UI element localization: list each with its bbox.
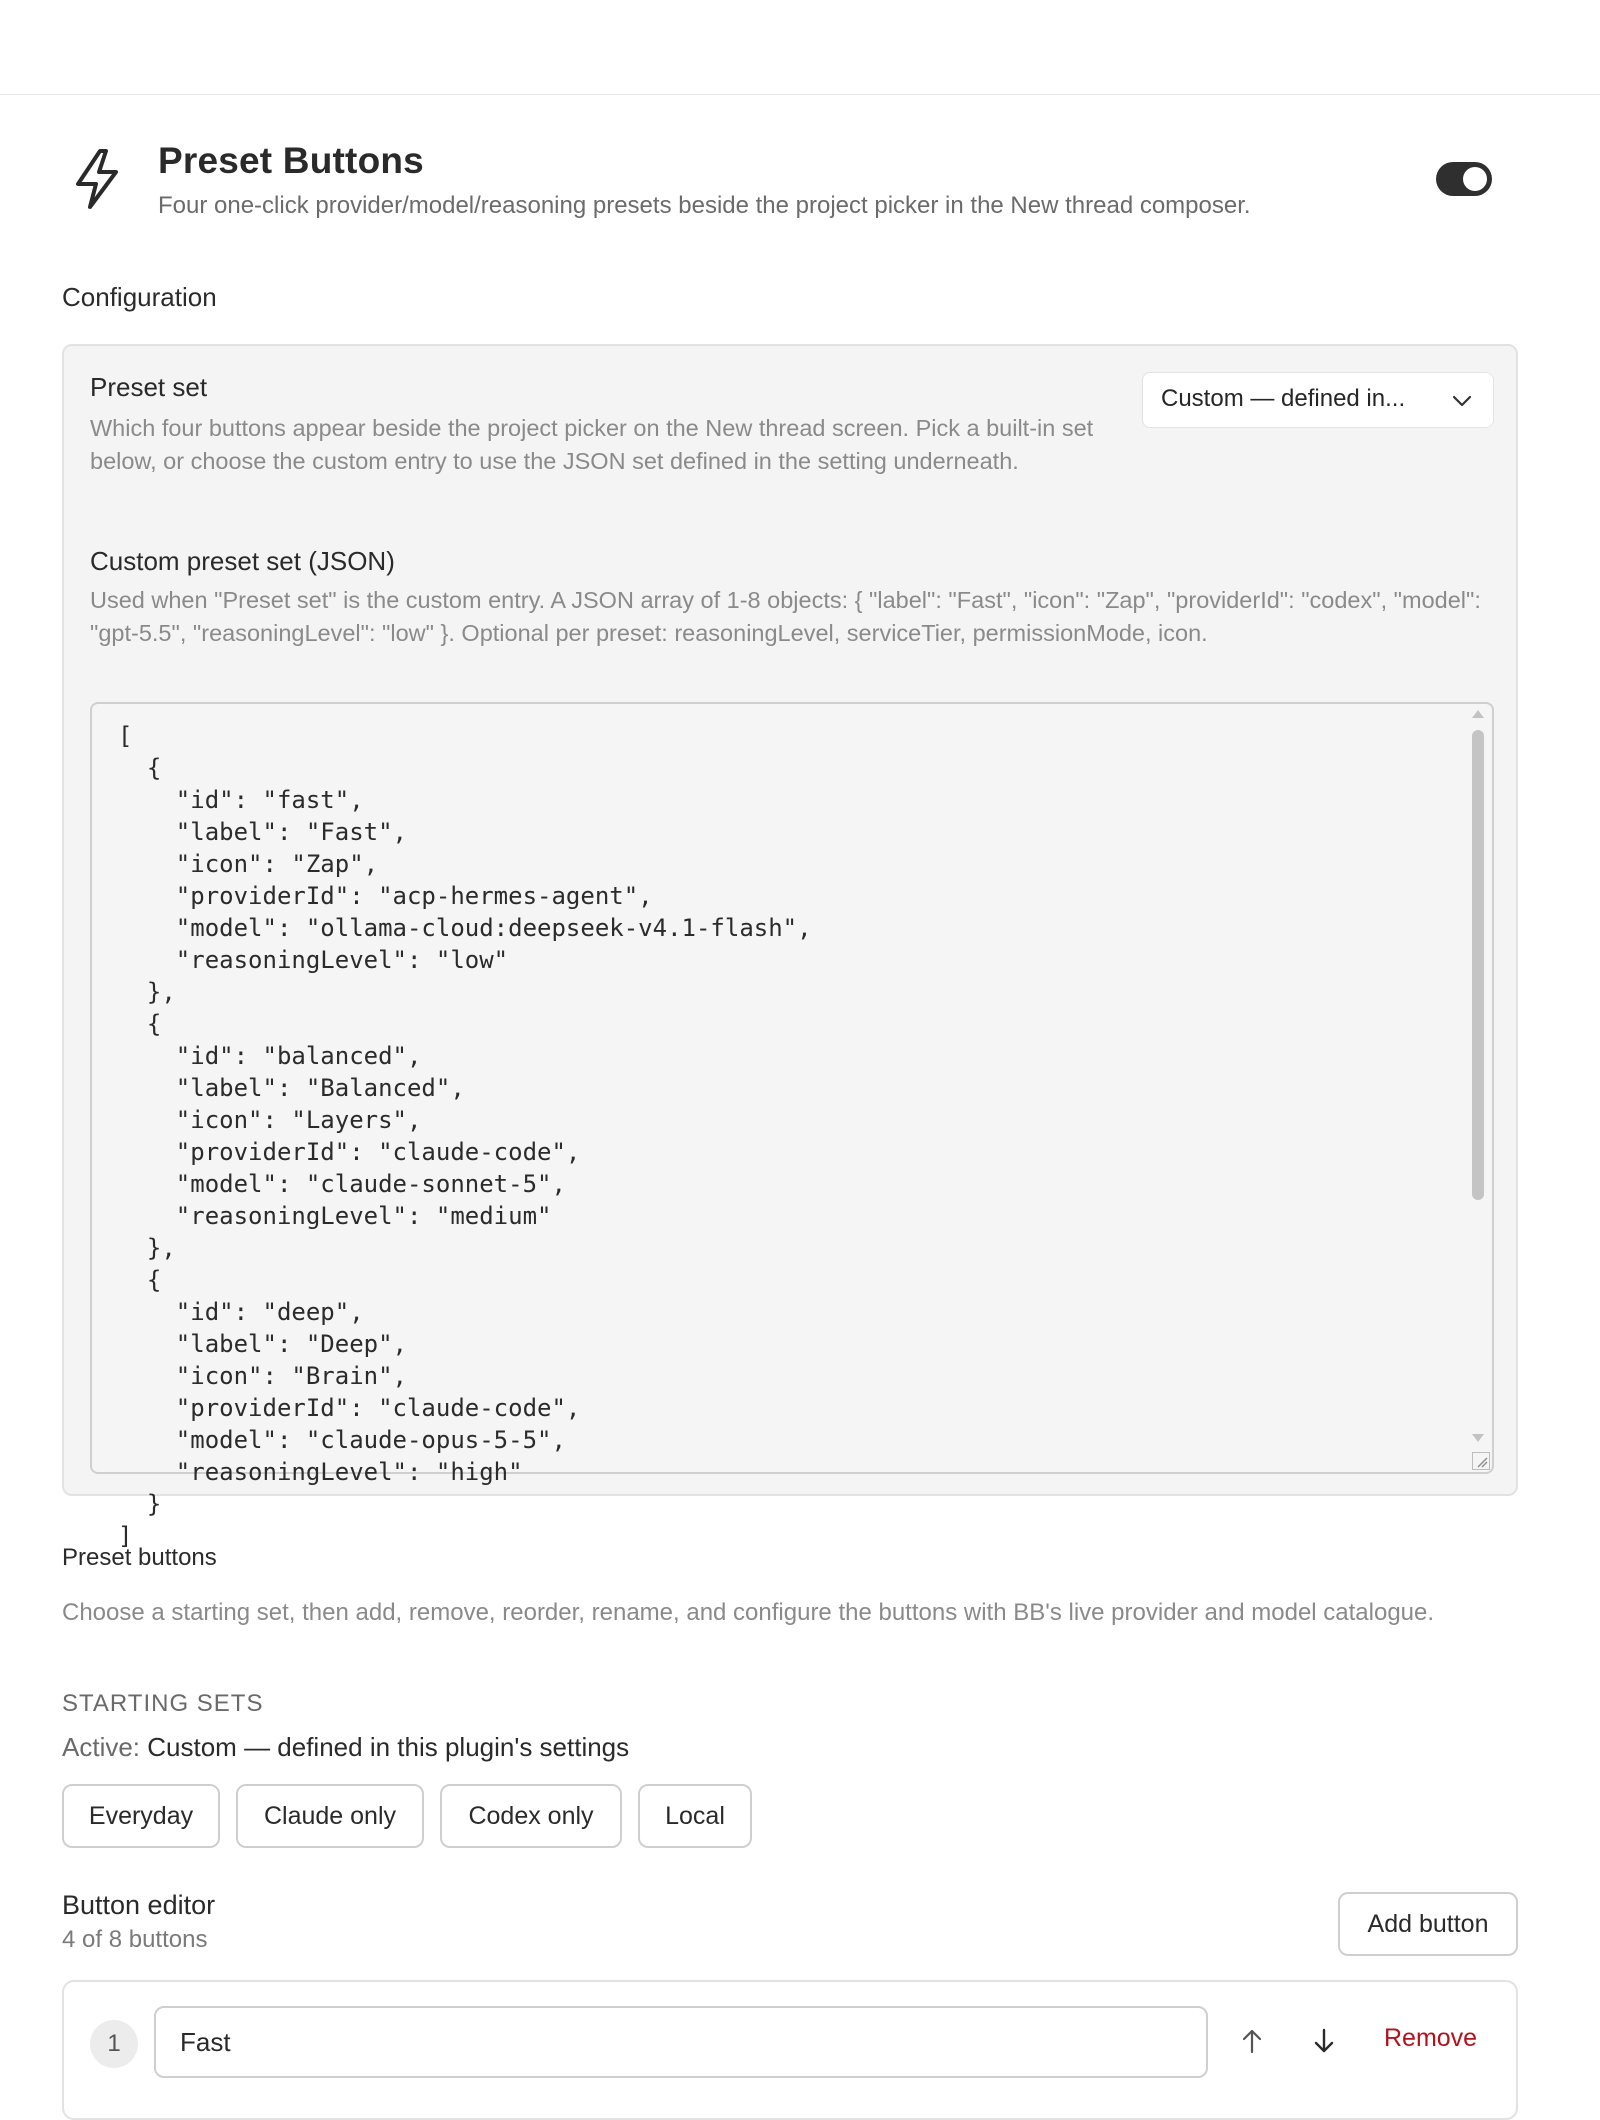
button-editor-title: Button editor [62, 1890, 216, 1920]
preset-set-title: Preset set [90, 372, 208, 402]
resize-grip-icon[interactable] [1472, 1452, 1490, 1470]
custom-json-value: [ { "id": "fast", "label": "Fast", "icon": "Zap", "providerId": "acp-hermes-agent", "model": "ollama-cloud:deepseek-v4.1-flash", "reasoningLevel": "low" }, { "id": "balanced", "label": "Balanced", "icon": "Layers", "providerId": "claude-code", "model": "claude-sonnet-5", "reasoningLevel": "medium" }, { "id": "deep", "label": "Deep", "icon": "Brain", "providerId": "claude-code", "model": "claude-opus-5-5", "reasoningLevel": "high" } ] [118, 722, 812, 1550]
set-button-local[interactable]: Local [638, 1784, 752, 1848]
starting-sets-label: STARTING SETS [62, 1690, 264, 1717]
json-scrollbar[interactable] [1470, 710, 1486, 1462]
active-set-value: Custom — defined in this plugin's settings [147, 1732, 630, 1762]
set-button-claude-only[interactable]: Claude only [236, 1784, 424, 1848]
plugin-description: Four one-click provider/model/reasoning presets beside the project picker in the New thread composer. [158, 192, 1251, 219]
plugin-enabled-toggle[interactable] [1436, 162, 1492, 196]
preset-buttons-heading: Preset buttons [62, 1544, 217, 1571]
scroll-up-arrow-icon[interactable] [1472, 710, 1484, 718]
active-set-line [62, 1732, 629, 1763]
preset-set-help: Which four buttons appear beside the project picker on the New thread screen. Pick a built-in set below, or choose the custom entry to use the JSON set defined in the setting underneath. [90, 415, 1094, 474]
zap-icon [72, 148, 122, 210]
configuration-panel [62, 344, 1518, 1550]
button-row [62, 1980, 1518, 2120]
arrow-down-icon[interactable] [1310, 2024, 1338, 2058]
plugin-header [62, 140, 1492, 230]
toggle-knob [1463, 167, 1487, 191]
preset-buttons-help: Choose a starting set, then add, remove, reorder, rename, and configure the buttons with BB's live provider and model catalogue. [62, 1599, 1435, 1626]
remove-button[interactable]: Remove [1384, 2024, 1478, 2052]
row-index-badge: 1 [90, 2020, 138, 2068]
custom-json-title: Custom preset set (JSON) [90, 546, 395, 576]
add-button[interactable]: Add button [1338, 1892, 1518, 1956]
set-button-everyday[interactable]: Everyday [62, 1784, 220, 1848]
arrow-up-icon[interactable] [1238, 2024, 1266, 2058]
preset-set-select-value: Custom — defined in... [1161, 385, 1406, 412]
chevron-down-icon [1451, 391, 1473, 411]
scroll-down-arrow-icon[interactable] [1472, 1434, 1484, 1442]
custom-json-help: Used when "Preset set" is the custom entry. A JSON array of 1-8 objects: { "label": "Fast", "icon": "Zap", "providerId": "codex", "model": "gpt-5.5", "reasoningLevel": "low" }. Optional per preset: reasoningLevel, serviceTier, permissionMode, icon. [90, 587, 1481, 646]
top-bar [0, 0, 1600, 95]
scrollbar-thumb[interactable] [1472, 730, 1484, 1200]
custom-json-textarea[interactable] [90, 702, 1494, 1550]
button-label-input[interactable]: Fast [154, 2006, 1208, 2078]
plugin-title: Preset Buttons [158, 140, 424, 181]
active-prefix: Active: [62, 1732, 141, 1762]
set-button-codex-only[interactable]: Codex only [440, 1784, 622, 1848]
button-count: 4 of 8 buttons [62, 1926, 208, 1953]
configuration-heading: Configuration [62, 282, 217, 312]
preset-set-select[interactable] [1142, 372, 1494, 428]
